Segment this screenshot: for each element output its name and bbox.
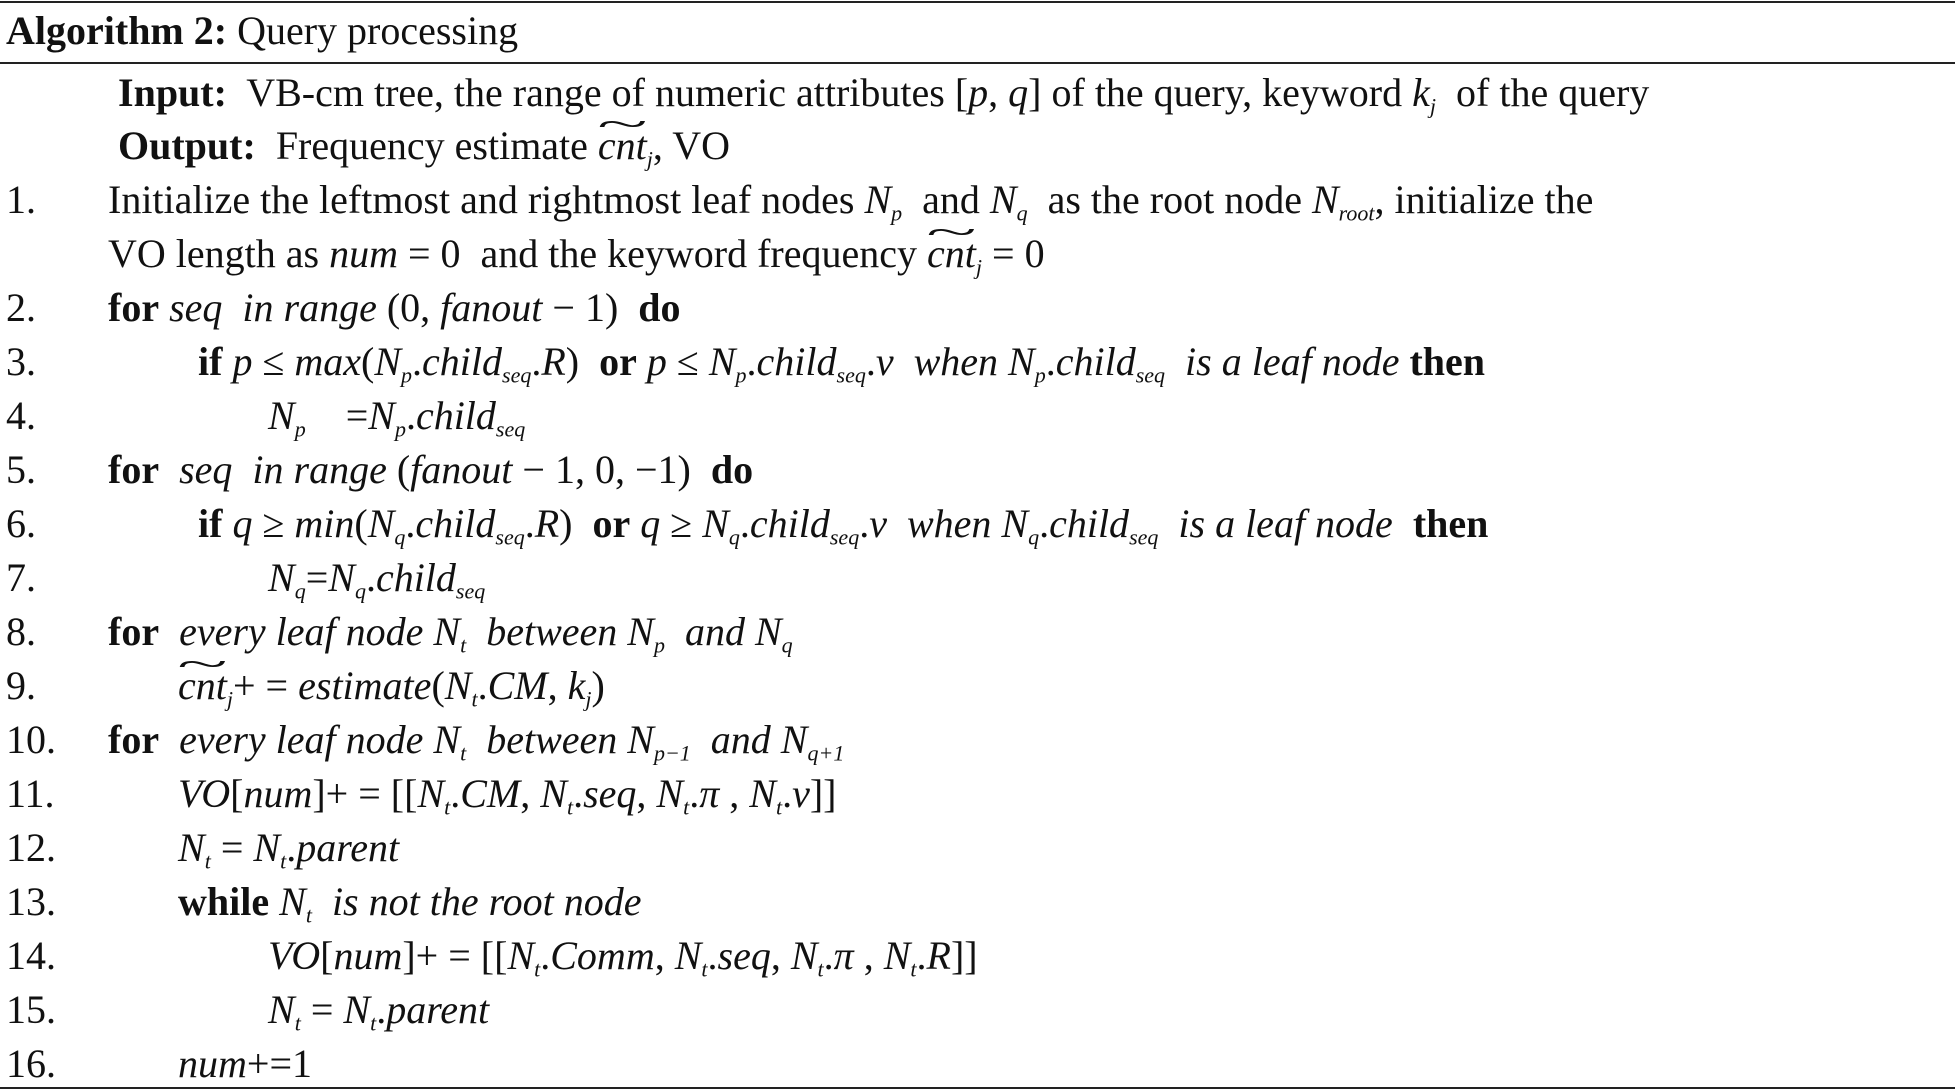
line-number: 1.	[6, 177, 36, 222]
algorithm-line-3: if $p \le \max(N_p.child_{seq}.R)$ or $p \le N_p.child_{seq}.v$ when $N_p.child_{seq}$ is a leaf node then	[198, 339, 1486, 388]
input-line: Input: VB-cm tree, the range of numeric attributes [p, q] of the query, keyword $k_j$ of the query	[118, 70, 1650, 119]
algorithm-line-10: for every leaf node $N_t$ between $N_{p-1}$ and $N_{q+1}$	[108, 717, 845, 766]
input-text-c: of the query	[1446, 70, 1650, 115]
line-number: 7.	[6, 555, 36, 600]
algorithm-label: Algorithm 2:	[6, 8, 228, 53]
algorithm-line-2: for seq in range (0, fanout − 1) do	[108, 285, 681, 330]
line-number: 2.	[6, 285, 36, 330]
line-number: 13.	[6, 879, 56, 924]
line-number: 3.	[6, 339, 36, 384]
output-text-b: , VO	[652, 123, 730, 168]
line-number: 6.	[6, 501, 36, 546]
output-line: Output: Frequency estimate ~ cnt$_j$, VO	[118, 120, 730, 172]
algorithm-line-4: $N_p$ $=N_p.child_{seq}$	[268, 393, 526, 442]
algorithm-line-1b: VO length as num = 0 and the keyword frequency ~ cnt$_j$ = 0	[108, 228, 1045, 280]
algorithm-line-6: if $q \ge \min(N_q.child_{seq}.R)$ or $q \ge N_q.child_{seq}.v$ when $N_q.child_{seq}$ is a leaf node then	[198, 501, 1489, 550]
output-text-a: Frequency estimate	[275, 123, 598, 168]
algorithm-line-12: $N_t$ = $N_t.parent$	[178, 825, 400, 874]
line-number: 8.	[6, 609, 36, 654]
header-rule	[0, 62, 1955, 64]
bottom-rule	[0, 1087, 1955, 1089]
algorithm-line-15: $N_t$ = $N_t.parent$	[268, 987, 490, 1036]
line-number: 10.	[6, 717, 56, 762]
output-keyword: Output:	[118, 123, 256, 168]
top-rule	[0, 1, 1955, 3]
algorithm-line-9: ~ $cnt_j+ = estimate(N_t.CM$, $k_j$)	[178, 660, 605, 712]
input-text-b: ] of the query, keyword	[1028, 70, 1413, 115]
line-number: 5.	[6, 447, 36, 492]
line-number: 9.	[6, 663, 36, 708]
algorithm-line-7: $N_q=N_q.child_{seq}$	[268, 555, 486, 604]
algorithm-title	[6, 5, 518, 57]
algorithm-line-11: $VO[num]+ = [[N_t.CM$, $N_t.seq$, $N_t.\pi$ , $N_t.v$]]	[178, 771, 837, 820]
algorithm-line-16: num+=1	[178, 1041, 313, 1086]
algorithm-line-1a: Initialize the leftmost and rightmost leaf nodes $N_p$ and $N_q$ as the root node $N_{root}$, initialize the	[108, 177, 1594, 226]
algorithm-name: Query processing	[237, 8, 519, 53]
line-number: 11.	[6, 771, 55, 816]
line-number: 4.	[6, 393, 36, 438]
line-number: 15.	[6, 987, 56, 1032]
line-number: 14.	[6, 933, 56, 978]
algorithm-line-5: for seq in range (fanout − 1, 0, −1) do	[108, 447, 754, 492]
algorithm-line-8: for every leaf node $N_t$ between $N_p$ and $N_q$	[108, 609, 793, 658]
algorithm-line-13: while $N_t$ is not the root node	[178, 879, 642, 928]
line-number: 16.	[6, 1041, 56, 1086]
algorithm-line-14: $VO[num]+ = [[N_t.Comm$, $N_t.seq$, $N_t.\pi$ , $N_t.R$]]	[268, 933, 978, 982]
input-text-a: VB-cm tree, the range of numeric attributes [	[246, 70, 969, 115]
line-number: 12.	[6, 825, 56, 870]
input-keyword: Input:	[118, 70, 227, 115]
